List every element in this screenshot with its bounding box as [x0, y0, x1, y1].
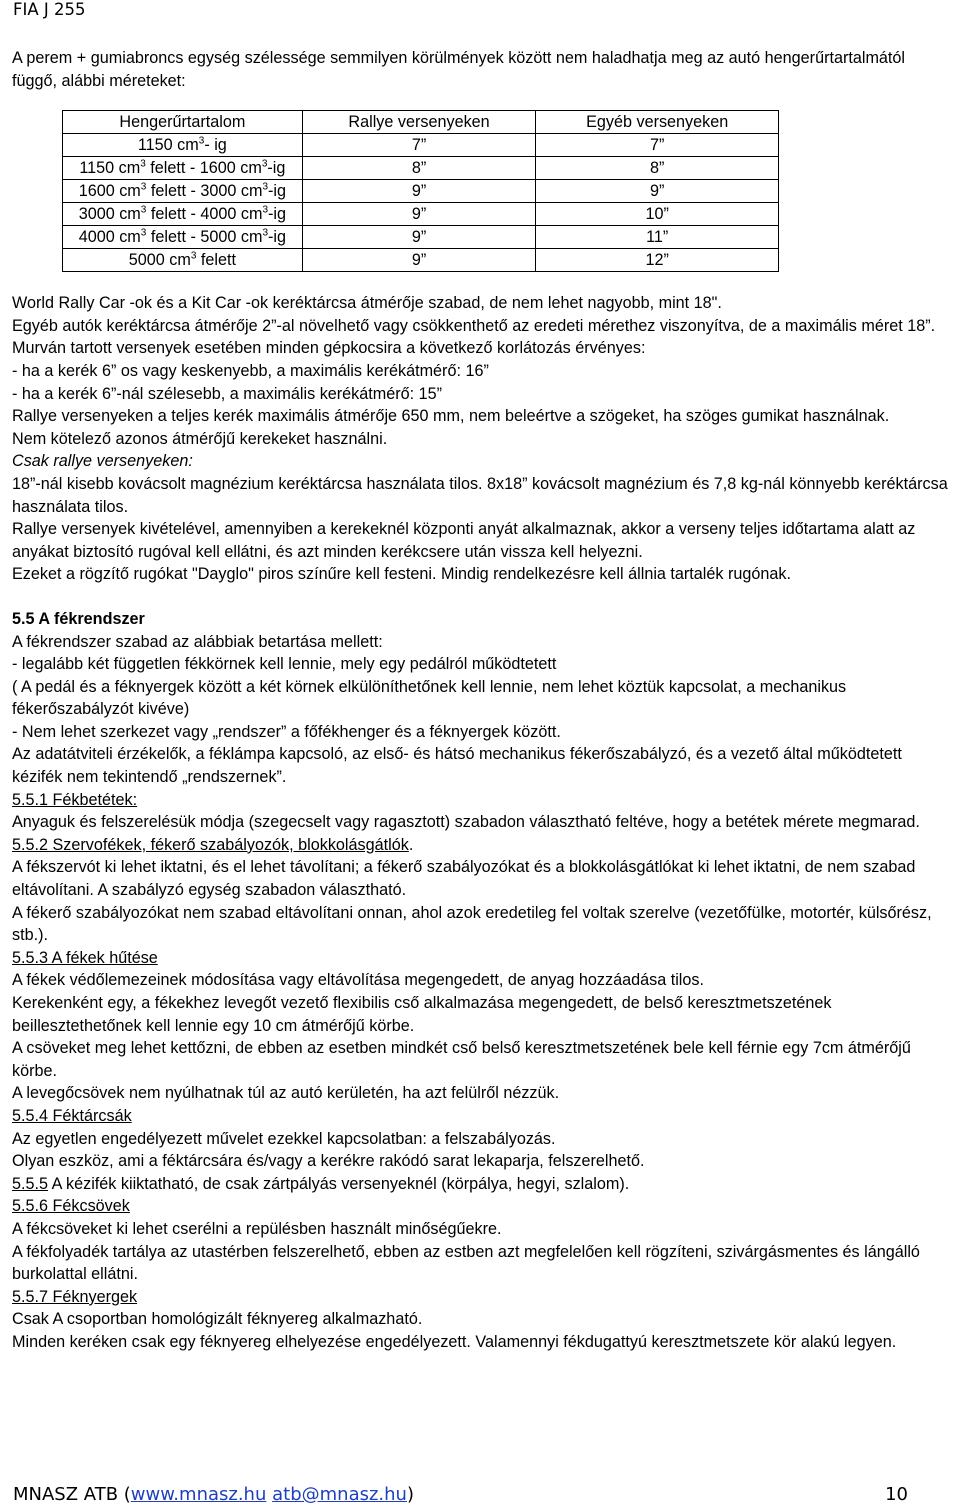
table-header-row: [63, 111, 779, 134]
footer-paren-open: (: [118, 1484, 131, 1505]
subsection-title: 5.5.5: [12, 1174, 49, 1193]
footer-website-link[interactable]: www.mnasz.hu: [130, 1484, 267, 1505]
footer-org: MNASZ ATB: [13, 1484, 119, 1505]
capacity-cell: [63, 226, 303, 249]
paragraph: Rallye versenyeken a teljes kerék maximális átmérője 650 mm, nem beleértve a szögeket, ha szöges gumikat használnak.: [12, 407, 890, 426]
paragraph: Anyaguk és felszerelésük módja (szegecselt vagy ragasztott) szabadon választható feltéve, hogy a betétek mérete megmarad.: [12, 813, 920, 832]
paragraph: Az adatátviteli érzékelők, a féklámpa kapcsoló, az első- és hátsó mechanikus fékerőszabályzó, és a vezető által működtetett kézifék nem tekintendő „rendszernek”.: [12, 745, 902, 787]
paragraph: A fékek védőlemezeinek módosítása vagy eltávolítása megengedett, de anyag hozzáadása tilos.: [12, 971, 704, 990]
capacity-text: -ig: [267, 159, 286, 178]
paragraph: A fékrendszer szabad az alábbiak betartása mellett:: [12, 632, 383, 651]
rallye-width-cell: 9”: [302, 226, 536, 249]
paragraph: A csöveket meg lehet kettőzni, de ebben az esetben mindkét cső belső keresztmetszetének bele kell férnie egy 7cm átmérőjű körbe.: [12, 1039, 911, 1080]
paragraph: A fékerő szabályozókat nem szabad eltávolítani onnan, ahol azok eredetileg fel voltak szerelve (vezetőfülke, motortér, külsőrész, stb.).: [12, 903, 932, 945]
paragraph: Minden keréken csak egy féknyereg elhelyezése engedélyezett. Valamennyi fékdugattyú keresztmetszete kör alakú legyen.: [12, 1332, 897, 1351]
capacity-cell: [63, 180, 303, 203]
paragraph: Az egyetlen engedélyezett művelet ezekkel kapcsolatban: a felszabályozás.: [12, 1129, 556, 1148]
superscript: 3: [262, 204, 268, 216]
capacity-text: felett: [196, 251, 236, 270]
capacity-cell: [63, 249, 303, 272]
capacity-text: 1150 cm: [79, 159, 141, 178]
superscript: 3: [261, 158, 268, 170]
paragraph: Nem kötelező azonos átmérőjű kerekeket használni.: [12, 429, 388, 448]
capacity-text: -ig: [268, 228, 286, 247]
paragraph: A fékszervót ki lehet iktatni, és el lehet távolítani; a fékerő szabályozókat és a blokkolásgátlókat ki lehet iktatni, de nem szabad eltávolítani. A szabályzó egység szabadon választható.: [12, 858, 916, 900]
subsection-title: 5.5.4 Féktárcsák: [12, 1106, 132, 1125]
table-row: [63, 203, 779, 226]
superscript: 3: [140, 204, 147, 216]
superscript: 3: [190, 250, 197, 262]
subsection-5-5-7: [12, 1286, 952, 1309]
superscript: 3: [140, 158, 146, 170]
subsection-title: 5.5.3 A fékek hűtése: [12, 948, 158, 967]
other-width-cell: 11”: [536, 226, 779, 249]
capacity-text: felett - 4000 cm: [146, 205, 263, 224]
footer-paren-close: ): [406, 1484, 414, 1505]
paragraph: Rallye versenyek kivételével, amennyiben a kerekeknél központi anyát alkalmaznak, akkor a verseny teljes időtartama alatt az anyákat biztosító rugóval kell ellátni, és azt minden kerékcsere után vissza kell helyezni.: [12, 520, 916, 561]
capacity-cell: [63, 203, 303, 226]
paragraph: - Nem lehet szerkezet vagy „rendszer” a főfékhenger és a féknyergek között.: [12, 722, 561, 741]
page-footer: [13, 1484, 908, 1505]
capacity-cell: [63, 134, 303, 157]
paragraph: Csak A csoportban homológizált féknyereg alkalmazható.: [12, 1310, 423, 1329]
paragraph: 18”-nál kisebb kovácsolt magnézium keréktárcsa használata tilos. 8x18” kovácsolt magnézium és 7,8 kg-nál könnyebb keréktárcsa használata tilos.: [12, 474, 948, 516]
paragraph: ( A pedál és a féknyergek között a két körnek elkülöníthetőnek kell lennie, nem lehet köztük kapcsolat, a mechanikus fékerőszabályzót kivéve): [12, 677, 847, 719]
rallye-width-cell: 9”: [302, 203, 536, 226]
paragraph: Ezeket a rögzítő rugókat "Dayglo" piros színűre kell festeni. Mindig rendelkezésre kell állnia tartalék rugónak.: [12, 565, 791, 584]
section-title-5-5: 5.5 A fékrendszer: [12, 609, 145, 628]
intro-paragraph: A perem + gumiabroncs egység szélessége semmilyen körülmények között nem haladhatja meg az autó hengerűrtartalmától függő, alábbi méreteket:: [12, 49, 906, 90]
subsection-text: A kézifék kiiktatható, de csak zártpályás versenyeknél (körpálya, hegyi, szlalom).: [48, 1174, 630, 1193]
capacity-text: 1600 cm: [78, 182, 141, 201]
subsection-5-5-1: [12, 789, 952, 812]
rallye-width-cell: 7”: [302, 134, 536, 157]
other-width-cell: 8”: [536, 157, 779, 180]
document-header: FIA J 255: [13, 0, 86, 19]
paragraph: Kerekenként egy, a fékekhez levegőt vezető flexibilis cső alkalmazása megengedett, de belső keresztmetszetének beillesztethetőnek kell lennie egy 10 cm átmérőjű körbe.: [12, 994, 832, 1035]
paragraph: A levegőcsövek nem nyúlhatnak túl az autó kerületén, ha azt felülről nézzük.: [12, 1084, 560, 1103]
rim-width-table: [62, 110, 779, 272]
subsection-5-5-2: [12, 834, 952, 857]
rallye-width-cell: 8”: [302, 157, 536, 180]
table-row: [63, 226, 779, 249]
paragraph: - legalább két független fékkörnek kell lennie, mely egy pedálról működtetett: [12, 655, 557, 674]
subsection-title: 5.5.7 Féknyergek: [12, 1287, 138, 1306]
capacity-text: felett - 5000 cm: [146, 228, 263, 247]
capacity-text: 1150 cm: [137, 136, 199, 155]
subsection-title: 5.5.1 Fékbetétek:: [12, 790, 138, 809]
subsection-title-period: .: [408, 835, 414, 854]
subsection-5-5-6: [12, 1195, 952, 1218]
document-body: [12, 47, 952, 1354]
capacity-text: felett - 1600 cm: [145, 159, 262, 178]
table-row: [63, 249, 779, 272]
rallye-width-cell: 9”: [302, 249, 536, 272]
table-row: [63, 157, 779, 180]
capacity-text: felett - 3000 cm: [146, 182, 263, 201]
subsection-5-5-4: [12, 1105, 952, 1128]
paragraph: - ha a kerék 6”-nál szélesebb, a maximális kerékátmérő: 15”: [12, 384, 443, 403]
table-header-cell: Rallye versenyeken: [302, 111, 536, 134]
table-header-cell: Egyéb versenyeken: [536, 111, 779, 134]
capacity-text: 4000 cm: [78, 228, 141, 247]
table-row: [63, 180, 779, 203]
superscript: 3: [140, 181, 147, 193]
capacity-text: 5000 cm: [128, 251, 191, 270]
superscript: 3: [140, 227, 147, 239]
subsection-5-5-5: [12, 1173, 952, 1196]
page-number: 10: [885, 1484, 908, 1505]
rallye-only-note: Csak rallye versenyeken:: [12, 452, 193, 471]
capacity-text: 3000 cm: [78, 205, 141, 224]
superscript: 3: [198, 135, 205, 147]
other-width-cell: 12”: [536, 249, 779, 272]
paragraph: A fékcsöveket ki lehet cserélni a repülésben használt minőségűekre.: [12, 1219, 502, 1238]
superscript: 3: [262, 181, 268, 193]
footer-email-link[interactable]: atb@mnasz.hu: [272, 1484, 407, 1505]
capacity-text: - ig: [204, 136, 227, 155]
subsection-title: 5.5.6 Fékcsövek: [12, 1197, 130, 1216]
table-header-cell: Hengerűrtartalom: [63, 111, 303, 134]
capacity-text: -ig: [268, 182, 286, 201]
paragraph: Murván tartott versenyek esetében minden gépkocsira a következő korlátozás érvényes:: [12, 339, 646, 358]
subsection-title: 5.5.2 Szervofékek, fékerő szabályozók, blokkolásgátlók: [12, 835, 409, 854]
other-width-cell: 9”: [536, 180, 779, 203]
paragraph: Egyéb autók keréktárcsa átmérője 2”-al növelhető vagy csökkenthető az eredeti mérethez viszonyítva, de a maximális méret 18”.: [12, 316, 936, 335]
rallye-width-cell: 9”: [302, 180, 536, 203]
capacity-text: -ig: [268, 205, 286, 224]
subsection-5-5-3: [12, 947, 952, 970]
other-width-cell: 10”: [536, 203, 779, 226]
paragraph: World Rally Car -ok és a Kit Car -ok keréktárcsa átmérője szabad, de nem lehet nagyobb, mint 18".: [12, 294, 722, 313]
paragraph: Olyan eszköz, ami a féktárcsára és/vagy a kerékre rakódó sarat lekaparja, felszerelhető.: [12, 1152, 645, 1171]
paragraph: A fékfolyadék tartálya az utastérben felszerelhető, ebben az estben azt megfelelően kell rögzíteni, szivárgásmentes és lángálló burkolattal ellátni.: [12, 1242, 920, 1284]
other-width-cell: 7”: [536, 134, 779, 157]
superscript: 3: [262, 227, 268, 239]
capacity-cell: [63, 157, 303, 180]
table-row: [63, 134, 779, 157]
paragraph: - ha a kerék 6” os vagy keskenyebb, a maximális kerékátmérő: 16”: [12, 361, 489, 380]
